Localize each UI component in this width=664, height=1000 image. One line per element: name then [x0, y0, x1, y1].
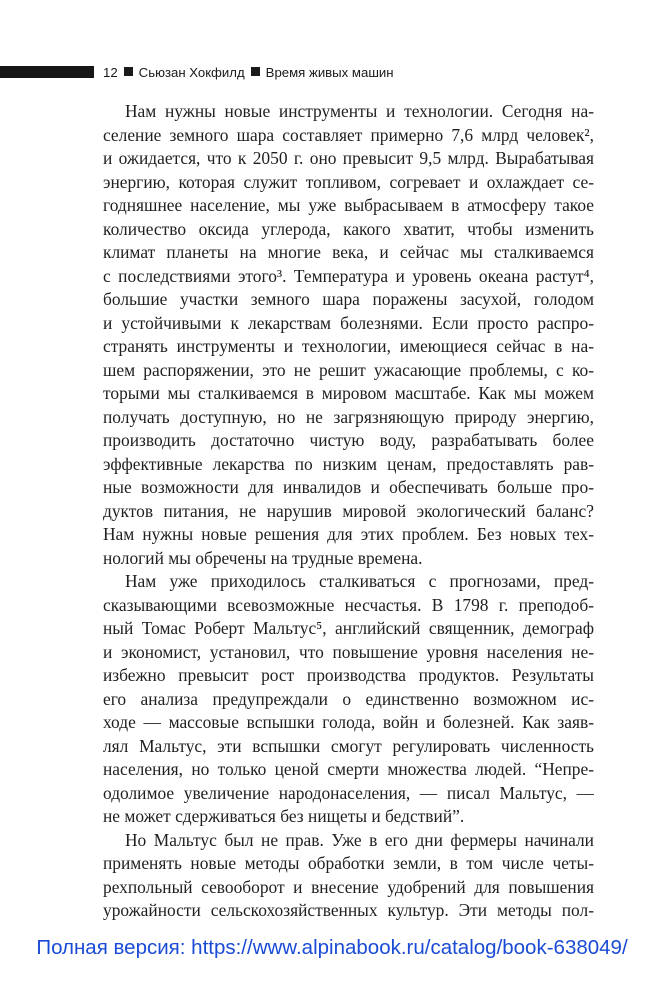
text-line: Нам нужны новые решения для этих проблем. Без новых тех- — [103, 524, 594, 544]
text-line: рехпольный севооборот и внесение удобрений для повышения — [103, 876, 594, 897]
text-line: производить достаточно чистую воду, разрабатывать более — [103, 430, 594, 450]
square-separator-icon — [124, 67, 133, 76]
text-line: лял Мальтус, эти вспышки смогут регулировать численность — [103, 735, 594, 756]
text-line: не может сдерживаться без нищеты и бедствий”. — [103, 806, 465, 826]
header-bar — [0, 66, 94, 78]
running-head — [103, 64, 394, 82]
text-line: селение земного шара составляет примерно 7,6 млрд человек², — [103, 124, 594, 145]
text-line: количество оксида углерода, какого хватит, чтобы изменить — [103, 218, 594, 239]
full-version-link[interactable]: Полная версия: https://www.alpinabook.ru/catalog/book-638049/ — [36, 936, 628, 959]
square-separator-icon — [251, 67, 260, 76]
text-line: Нам нужны новые инструменты и технологии. Сегодня на- — [125, 101, 594, 121]
text-line: торыми мы сталкиваемся в мировом масштабе. Как мы можем — [103, 383, 594, 403]
text-line: его анализа предупреждали о единственно возможном ис- — [103, 688, 594, 709]
page-number: 12 — [103, 65, 118, 80]
text-line: Но Мальтус был не прав. Уже в его дни фермеры начинали — [125, 829, 594, 850]
text-line: шем распоряжении, это не решит ужасающие проблемы, с ко- — [103, 359, 594, 380]
text-line: урожайности сельскохозяйственных культур. Эти методы пол- — [103, 900, 594, 920]
text-line: нологий мы обречены на трудные времена. — [103, 547, 423, 568]
text-line: ный Томас Роберт Мальтус⁵, английский священник, демограф — [103, 618, 594, 638]
text-line: с последствиями этого³. Температура и уровень океана растут⁴, — [103, 265, 594, 286]
text-line: применять новые методы обработки земли, в том числе четы- — [103, 853, 594, 873]
text-line: и устойчивыми к лекарствам болезнями. Если просто распро- — [103, 312, 594, 333]
text-line: энергию, которая служит топливом, согревает и охлаждает се- — [103, 171, 594, 192]
book-title: Время живых машин — [265, 65, 394, 80]
text-line: дуктов питания, не нарушив мировой экологический баланс? — [103, 500, 594, 521]
text-line: одолимое увеличение народонаселения, — писал Мальтус, — — [103, 782, 594, 803]
text-line: большие участки земного шара поражены засухой, голодом — [103, 289, 594, 309]
author-name: Сьюзан Хокфилд — [138, 65, 245, 80]
text-line: ходе — массовые вспышки голода, войн и болезней. Как заяв- — [103, 712, 594, 732]
text-line: странять инструменты и технологии, имеющиеся сейчас в на- — [103, 336, 594, 356]
text-line: и экономист, установил, что повышение уровня населения не- — [103, 641, 594, 662]
text-line: Нам уже приходилось сталкиваться с прогнозами, пред- — [125, 571, 594, 591]
text-line: населения, но только ценой смерти множества людей. “Непре- — [103, 759, 594, 779]
text-line: эффективные лекарства по низким ценам, предоставлять рав- — [103, 453, 594, 474]
text-line: избежно превысит рост производства продуктов. Результаты — [103, 665, 594, 685]
text-line: получать доступную, но не загрязняющую природу энергию, — [103, 406, 594, 427]
body-text — [103, 100, 594, 923]
text-line: годняшнее население, мы уже выбрасываем в атмосферу такое — [103, 195, 594, 215]
text-line: климат планеты на многие века, и сейчас мы сталкиваемся — [103, 242, 594, 262]
text-line: и ожидается, что к 2050 г. оно превысит 9,5 млрд. Вырабатывая — [103, 148, 594, 168]
text-line: ные возможности для инвалидов и обеспечивать больше про- — [103, 477, 594, 497]
text-line: сказывающими всевозможные несчастья. В 1798 г. преподоб- — [103, 594, 594, 615]
